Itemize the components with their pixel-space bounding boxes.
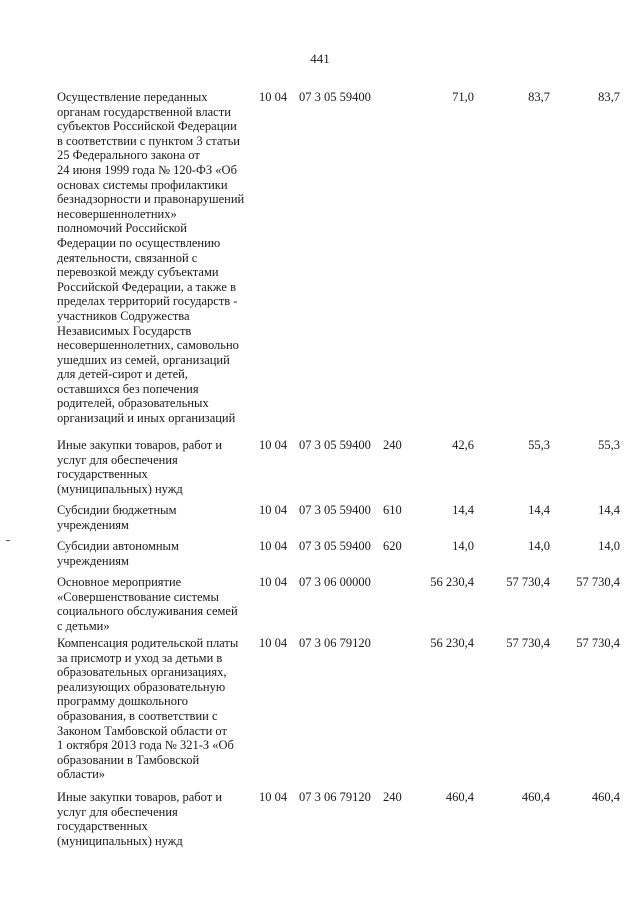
row-section: 10 04 — [259, 575, 288, 589]
row-value-1: 56 230,4 — [430, 636, 474, 650]
table-row — [0, 636, 640, 790]
row-description: Основное мероприятие «Совершенствование системы социального обслуживания семей с детьми» — [57, 575, 238, 633]
row-value-3: 460,4 — [591, 790, 620, 804]
row-section: 10 04 — [259, 539, 288, 553]
row-value-1: 14,4 — [452, 503, 474, 517]
row-section: 10 04 — [259, 503, 288, 517]
row-value-1: 460,4 — [445, 790, 474, 804]
row-target-article: 07 3 05 59400 — [299, 438, 371, 452]
row-description: Осуществление переданных органам государственной власти субъектов Российской Федерации в соответствии с пунктом 3 статьи 25 Федерального закона от 24 июня 1999 года № 120-ФЗ «Об основах системы профилактики безнадзорности и правонарушений несовершеннолетних» полномочий Российской Федерации по осуществлению деятельности, связанной с перевозкой между субъектами Российской Федерации, а также в пределах территорий государств - участников Содружества Независимых Государств несовершеннолетних, самовольно ушедших из семей, организаций для детей-сирот и детей, оставшихся без попечения родителей, образовательных организаций и иных организаций — [57, 90, 245, 426]
row-value-2: 460,4 — [521, 790, 550, 804]
row-description: Иные закупки товаров, работ и услуг для обеспечения государственных (муниципальных) нужд — [57, 790, 223, 848]
row-value-3: 83,7 — [598, 90, 620, 104]
row-expense-type: 240 — [383, 790, 402, 804]
row-expense-type: 620 — [383, 539, 402, 553]
row-section: 10 04 — [259, 438, 288, 452]
row-value-3: 14,4 — [598, 503, 620, 517]
table-row — [0, 90, 640, 438]
budget-table — [0, 90, 640, 852]
table-row — [0, 438, 640, 503]
row-target-article: 07 3 05 59400 — [299, 539, 371, 553]
row-section: 10 04 — [259, 90, 288, 104]
row-expense-type: 240 — [383, 438, 402, 452]
row-value-2: 83,7 — [528, 90, 550, 104]
row-value-2: 57 730,4 — [506, 575, 550, 589]
row-value-1: 42,6 — [452, 438, 474, 452]
row-value-1: 71,0 — [452, 90, 474, 104]
row-value-3: 57 730,4 — [576, 575, 620, 589]
table-row — [0, 790, 640, 852]
table-row — [0, 539, 640, 575]
row-description: Компенсация родительской платы за присмотр и уход за детьми в образовательных организациях, реализующих образовательную программу дошкольного образования, в соответствии с Законом Тамбовской области от 1 октября 2013 года № 321-З «Об образовании в Тамбовской области» — [57, 636, 239, 782]
row-target-article: 07 3 05 59400 — [299, 90, 371, 104]
row-value-2: 57 730,4 — [506, 636, 550, 650]
row-value-1: 14,0 — [452, 539, 474, 553]
table-row — [0, 503, 640, 539]
row-description: Иные закупки товаров, работ и услуг для обеспечения государственных (муниципальных) нужд — [57, 438, 223, 496]
row-value-3: 14,0 — [598, 539, 620, 553]
table-row — [0, 575, 640, 636]
row-value-3: 55,3 — [598, 438, 620, 452]
row-target-article: 07 3 06 00000 — [299, 575, 371, 589]
row-description: Субсидии автономным учреждениям — [57, 539, 179, 568]
page-number: 441 — [310, 51, 330, 66]
row-description: Субсидии бюджетным учреждениям — [57, 503, 177, 532]
row-value-1: 56 230,4 — [430, 575, 474, 589]
row-section: 10 04 — [259, 636, 288, 650]
row-value-2: 14,4 — [528, 503, 550, 517]
row-expense-type: 610 — [383, 503, 402, 517]
row-section: 10 04 — [259, 790, 288, 804]
row-value-2: 14,0 — [528, 539, 550, 553]
row-target-article: 07 3 06 79120 — [299, 790, 371, 804]
row-target-article: 07 3 05 59400 — [299, 503, 371, 517]
row-value-2: 55,3 — [528, 438, 550, 452]
row-value-3: 57 730,4 — [576, 636, 620, 650]
row-target-article: 07 3 06 79120 — [299, 636, 371, 650]
